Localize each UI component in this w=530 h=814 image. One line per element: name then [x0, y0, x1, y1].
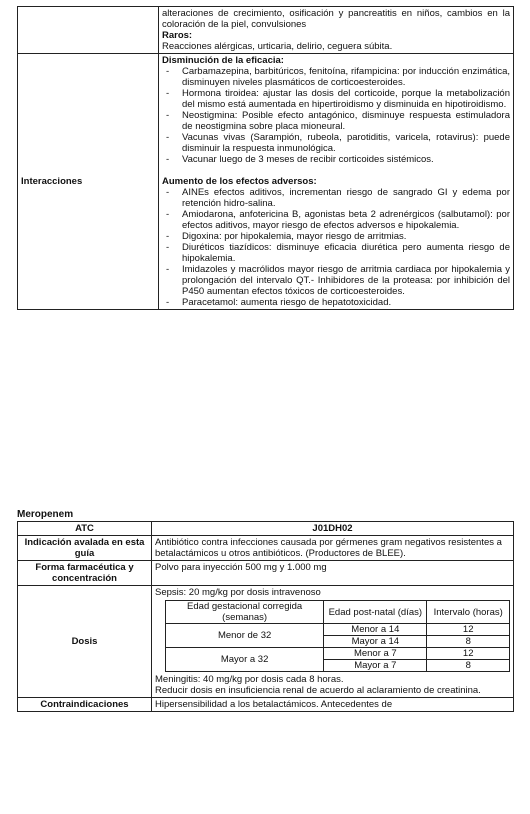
interval-cell: 12 — [427, 624, 510, 636]
table-row — [18, 522, 514, 536]
dose-label: Dosis — [18, 586, 152, 698]
table-row — [18, 536, 514, 561]
table-row — [166, 648, 510, 660]
list-item: - AINEs efectos aditivos, incrementan riesgo de sangrado GI y edema por retención hidro-salina. — [162, 187, 510, 209]
table-row — [18, 698, 514, 712]
interactions-label: Interacciones — [18, 54, 159, 310]
postnatal-age-cell: Menor a 14 — [324, 624, 427, 636]
indication-value: Antibiótico contra infecciones causada por gérmenes gram negativos resistentes a betalactámicos u otros antibióticos. (Productores de BLEE). — [152, 536, 514, 561]
dose-intro: Sepsis: 20 mg/kg por dosis intravenoso — [155, 587, 321, 598]
interactions-table — [17, 6, 514, 310]
decrease-heading: Disminución de la eficacia: — [162, 55, 284, 66]
list-item: - Neostigmina: Posible efecto antagónico, disminuye respuesta estimuladora de neostigmina sobre placa mioneural. — [162, 110, 510, 132]
table-row — [18, 7, 514, 54]
interactions-content — [159, 54, 514, 310]
dose-header: Edad gestacional corregida (semanas) — [166, 601, 324, 624]
list-item: - Digoxina: por hipokalemia, mayor riesgo de arritmias. — [162, 231, 510, 242]
dose-table — [165, 600, 510, 672]
gestational-age-cell: Mayor a 32 — [166, 648, 324, 672]
drug-title: Meropenem — [17, 509, 74, 520]
contraindications-value: Hipersensibilidad a los betalactámicos. Antecedentes de — [152, 698, 514, 712]
contraindications-label: Contraindicaciones — [18, 698, 152, 712]
atc-value: J01DH02 — [152, 522, 514, 536]
cont-line: Reacciones alérgicas, urticaria, delirio, ceguera súbita. — [162, 41, 393, 52]
empty-label-cell — [18, 7, 159, 54]
table-row — [18, 54, 514, 310]
list-item: - Paracetamol: aumenta riesgo de hepatotoxicidad. — [162, 297, 510, 308]
dose-content — [152, 586, 514, 698]
interval-cell: 8 — [427, 660, 510, 672]
increase-list — [162, 187, 510, 308]
table-row — [166, 601, 510, 624]
rare-heading: Raros: — [162, 30, 193, 41]
increase-heading: Aumento de los efectos adversos: — [162, 176, 317, 187]
form-label: Forma farmacéutica y concentración — [18, 561, 152, 586]
cont-line: alteraciones de crecimiento, osificación y pancreatitis en niños, cambios en la coloración de la piel, convulsiones — [162, 8, 510, 30]
interval-cell: 8 — [427, 636, 510, 648]
form-value: Polvo para inyección 500 mg y 1.000 mg — [152, 561, 514, 586]
postnatal-age-cell: Mayor a 7 — [324, 660, 427, 672]
interval-cell: 12 — [427, 648, 510, 660]
list-item: - Vacunas vivas (Sarampión, rubeola, parotiditis, varicela, rotavirus): puede disminuir la respuesta inmunológica. — [162, 132, 510, 154]
list-item: - Diuréticos tiazídicos: disminuye eficacia diurética pero aumenta riesgo de hipokalemia. — [162, 242, 510, 264]
indication-label: Indicación avalada en esta guía — [18, 536, 152, 561]
dose-note: Meningitis: 40 mg/kg por dosis cada 8 horas. — [155, 674, 344, 685]
list-item: - Carbamazepina, barbitúricos, fenitoína, rifampicina: por inducción enzimática, disminuyen niveles plasmáticos de corticoesteroides. — [162, 66, 510, 88]
dose-header: Intervalo (horas) — [427, 601, 510, 624]
table-row — [18, 561, 514, 586]
meropenem-table — [17, 521, 514, 712]
list-item: - Hormona tiroidea: ajustar las dosis del corticoide, porque la metabolización del mismo está aumentada en hipertiroidismo y disminuida en hipotiroidismo. — [162, 88, 510, 110]
list-item: - Imidazoles y macrólidos mayor riesgo de arritmia cardiaca por hipokalemia y prolongación del intervalo QT.- Inhibidores de la proteasa: por inhibición del P450 aumentan efectos tóxicos de corticoesteroides. — [162, 264, 510, 297]
gestational-age-cell: Menor de 32 — [166, 624, 324, 648]
list-item: - Vacunar luego de 3 meses de recibir corticoides sistémicos. — [162, 154, 510, 165]
table-row — [18, 586, 514, 698]
table-row — [166, 624, 510, 636]
postnatal-age-cell: Mayor a 14 — [324, 636, 427, 648]
dose-note: Reducir dosis en insuficiencia renal de acuerdo al aclaramiento de creatinina. — [155, 685, 481, 696]
adverse-effects-continuation — [159, 7, 514, 54]
dose-header: Edad post-natal (días) — [324, 601, 427, 624]
atc-label: ATC — [18, 522, 152, 536]
list-item: - Amiodarona, anfotericina B, agonistas beta 2 adrenérgicos (salbutamol): por efectos aditivos, mayor riesgo de efectos adversos e hipokalemia. — [162, 209, 510, 231]
decrease-list — [162, 66, 510, 165]
postnatal-age-cell: Menor a 7 — [324, 648, 427, 660]
